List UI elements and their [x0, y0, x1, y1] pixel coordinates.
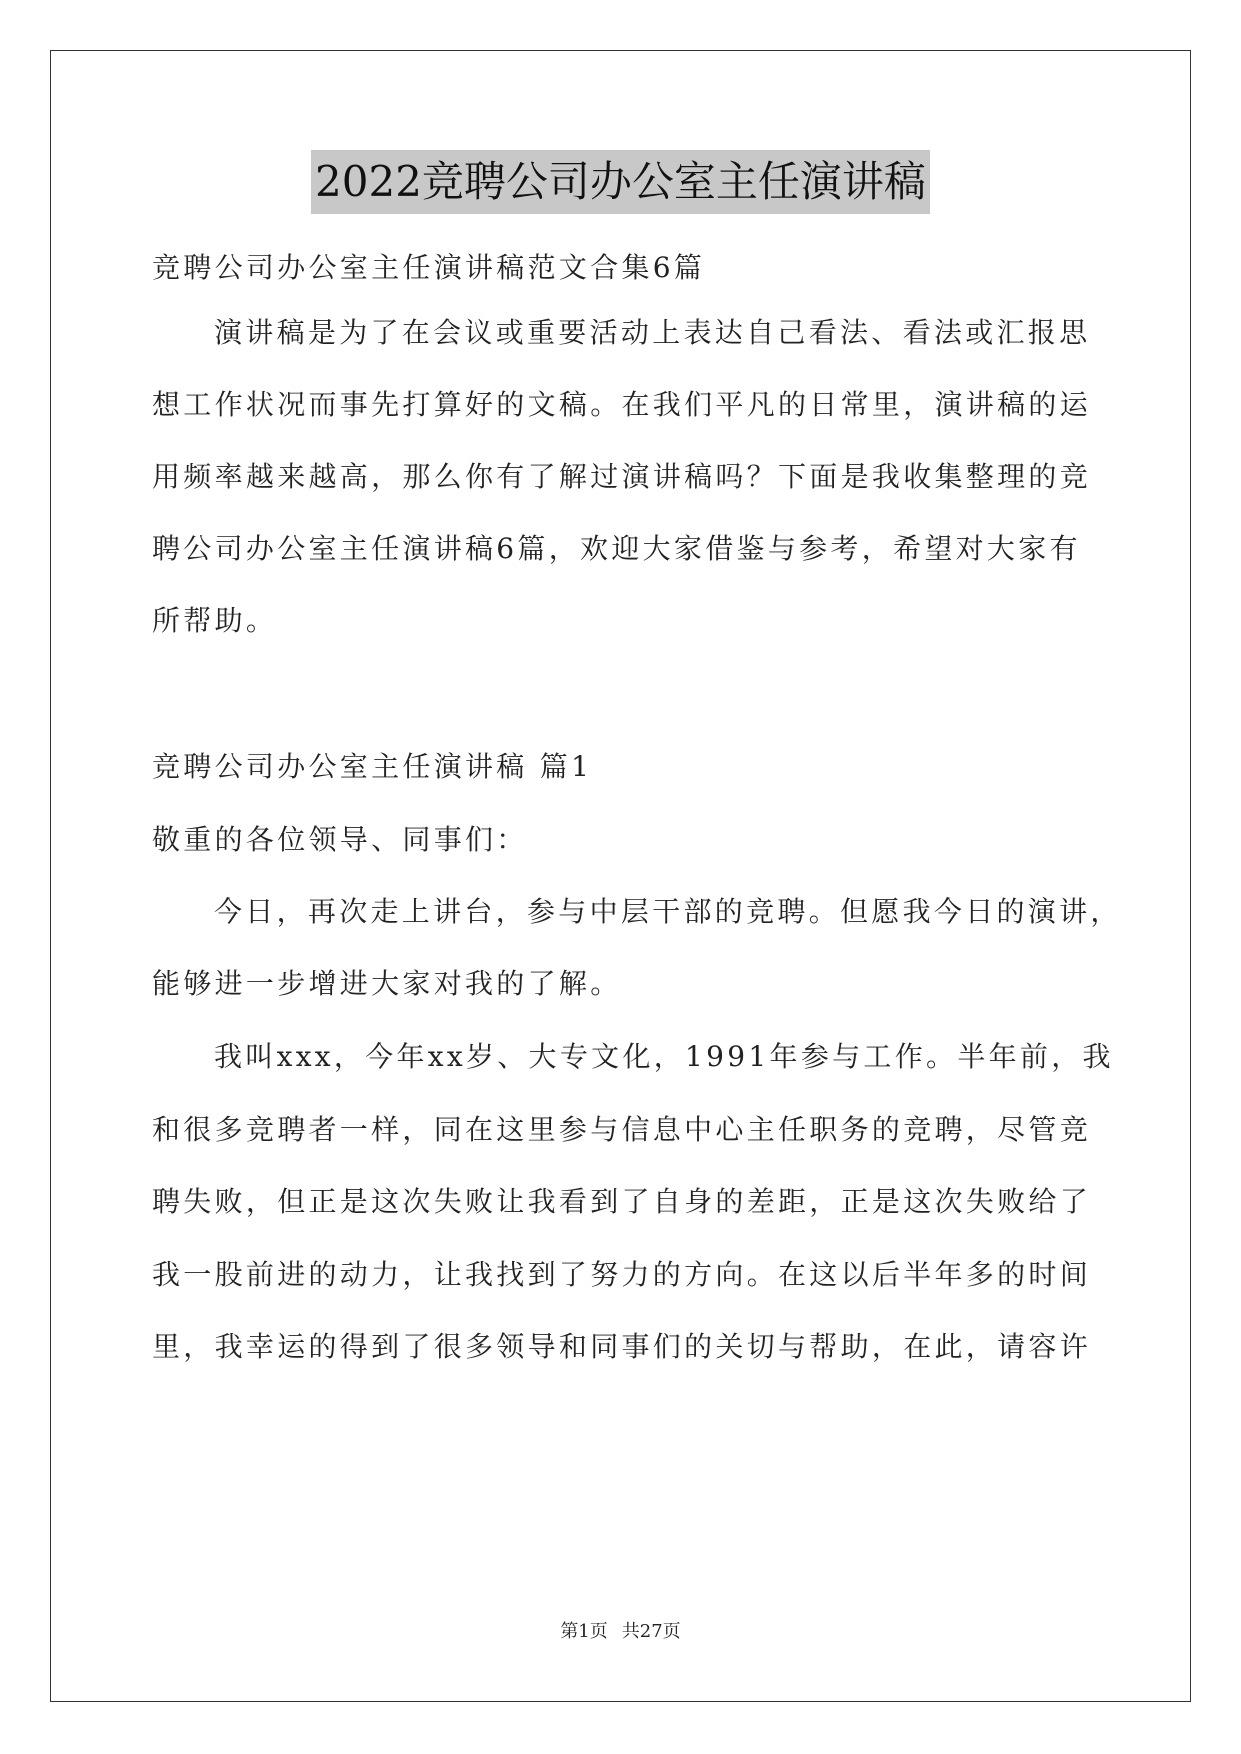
page-total: 共27页 — [621, 1621, 681, 1642]
page-footer — [0, 1620, 1241, 1644]
paragraph-line: 我叫xxx，今年xx岁、大专文化，1991年参与工作。半年前，我 — [214, 1040, 1114, 1073]
intro-line: 演讲稿是为了在会议或重要活动上表达自己看法、看法或汇报思 — [214, 316, 1091, 349]
paragraph-line: 聘失败，但正是这次失败让我看到了自身的差距，正是这次失败给了 — [152, 1185, 1092, 1218]
title-container — [0, 150, 1241, 214]
subtitle-line: 竞聘公司办公室主任演讲稿范文合集6篇 — [152, 251, 706, 284]
intro-line: 聘公司办公室主任演讲稿6篇，欢迎大家借鉴与参考，希望对大家有 — [152, 532, 1081, 565]
intro-line: 所帮助。 — [152, 604, 278, 637]
page-number: 第1页 — [560, 1621, 608, 1642]
paragraph-line: 今日，再次走上讲台，参与中层干部的竞聘。但愿我今日的演讲， — [214, 895, 1122, 928]
intro-line: 用频率越来越高，那么你有了解过演讲稿吗？下面是我收集整理的竞 — [152, 460, 1092, 493]
paragraph-line: 我一股前进的动力，让我找到了努力的方向。在这以后半年多的时间 — [152, 1258, 1092, 1291]
paragraph-line: 和很多竞聘者一样，同在这里参与信息中心主任职务的竞聘，尽管竞 — [152, 1113, 1092, 1146]
intro-line: 想工作状况而事先打算好的文稿。在我们平凡的日常里，演讲稿的运 — [152, 388, 1092, 421]
page-border — [50, 50, 1191, 1702]
section-heading: 竞聘公司办公室主任演讲稿 篇1 — [152, 750, 593, 783]
paragraph-line: 能够进一步增进大家对我的了解。 — [152, 967, 622, 1000]
salutation-line: 敬重的各位领导、同事们： — [152, 823, 528, 856]
paragraph-line: 里，我幸运的得到了很多领导和同事们的关切与帮助，在此，请容许 — [152, 1330, 1092, 1363]
document-title: 2022竞聘公司办公室主任演讲稿 — [311, 150, 930, 214]
